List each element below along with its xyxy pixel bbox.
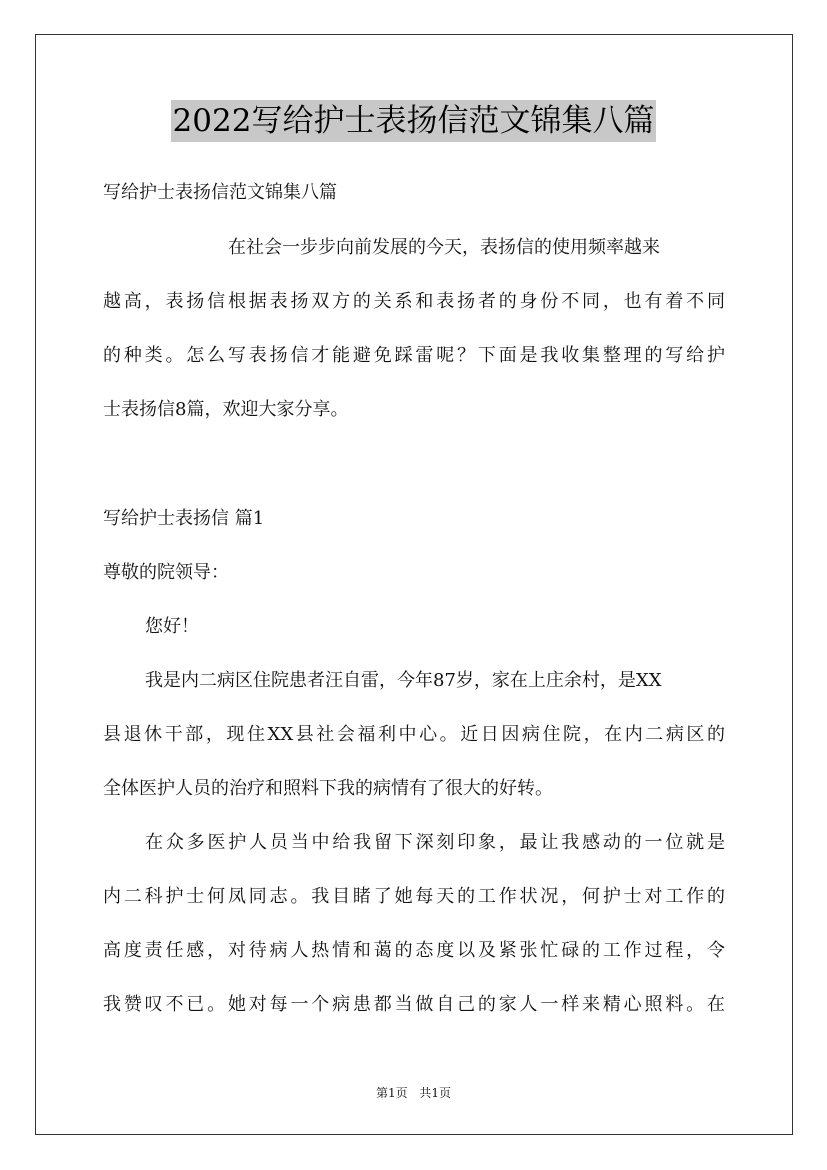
intro-line-4: 士表扬信8篇，欢迎大家分享。 [103, 399, 349, 420]
paragraph1-line-2: 县退休干部，现住XX县社会福利中心。近日因病住院，在内二病区的 [103, 724, 725, 745]
paragraph2-line-1: 在众多医护人员当中给我留下深刻印象，最让我感动的一位就是 [145, 832, 725, 853]
paragraph2-line-2: 内二科护士何凤同志。我目睹了她每天的工作状况，何护士对工作的 [103, 886, 725, 907]
paragraph2-line-4: 我赞叹不已。她对每一个病患都当做自己的家人一样来精心照料。在 [103, 994, 725, 1015]
title-container [0, 100, 827, 142]
paragraph2-line-3: 高度责任感，对待病人热情和蔼的态度以及紧张忙碌的工作过程，令 [103, 940, 725, 961]
document-subtitle: 写给护士表扬信范文锦集八篇 [103, 182, 337, 203]
paragraph1-line-1: 我是内二病区住院患者汪自雷，今年87岁，家在上庄余村，是XX [145, 670, 662, 691]
document-title: 2022写给护士表扬信范文锦集八篇 [171, 100, 657, 142]
greeting: 您好！ [145, 616, 199, 637]
page-footer [0, 1085, 827, 1101]
salutation: 尊敬的院领导： [103, 562, 229, 583]
page-number-current: 第1页 [375, 1086, 408, 1100]
intro-line-1: 在社会一步步向前发展的今天，表扬信的使用频率越来 [228, 237, 660, 258]
page-number-total: 共1页 [419, 1086, 452, 1100]
section-heading: 写给护士表扬信 篇1 [103, 508, 265, 529]
intro-line-2: 越高，表扬信根据表扬双方的关系和表扬者的身份不同，也有着不同 [103, 291, 725, 312]
intro-line-3: 的种类。怎么写表扬信才能避免踩雷呢？下面是我收集整理的写给护 [103, 345, 725, 366]
paragraph1-line-3: 全体医护人员的治疗和照料下我的病情有了很大的好转。 [103, 778, 553, 799]
